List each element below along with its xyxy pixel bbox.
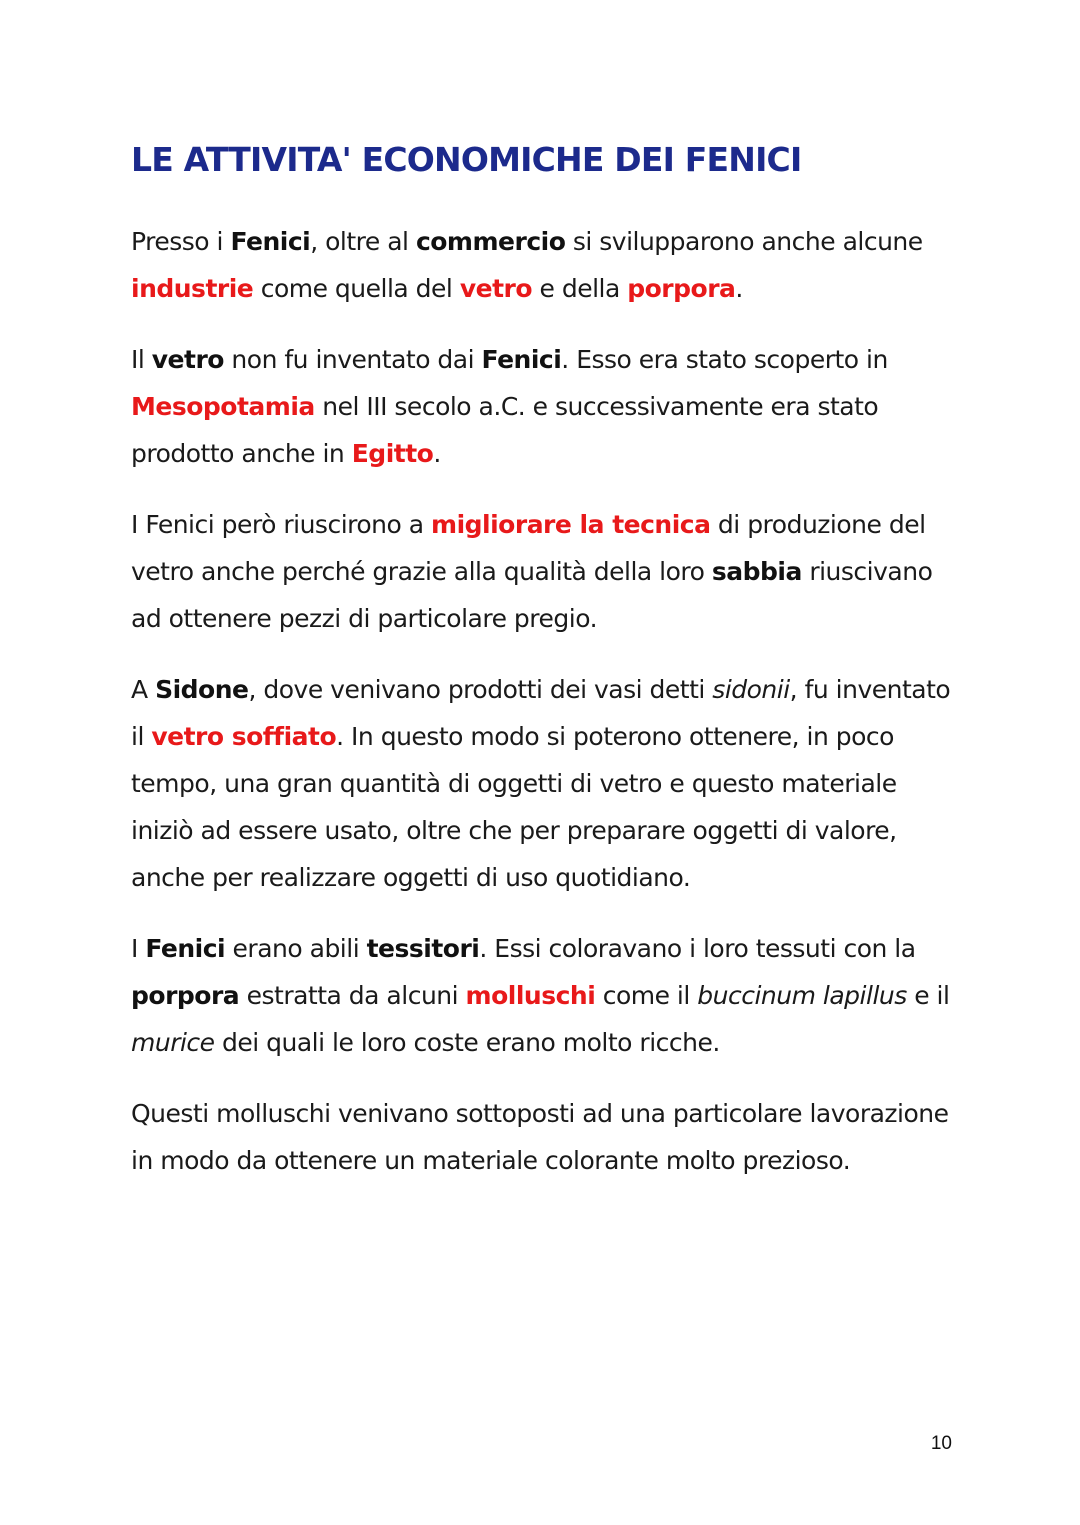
text-segment: . In questo modo si poterono ottenere, in poco tempo, una gran quantità di oggetti di vetro e questo materiale iniziò ad essere usato, oltre che per preparare oggetti di valore, anche per realizzare oggetti di uso quotidiano. [131,722,897,892]
italic-term: sidonii [712,675,790,704]
text-segment: , dove venivano prodotti dei vasi detti [248,675,713,704]
bold-term: Fenici [145,934,226,963]
text-segment: come quella del [253,274,460,303]
highlighted-term: Egitto [351,439,434,468]
text-segment: e il [906,981,950,1010]
paragraph [131,666,961,901]
bold-term: Fenici [230,227,311,256]
highlighted-term: vetro soffiato [151,722,337,751]
text-segment: di produzione del vetro anche perché grazie alla qualità della loro [131,510,926,586]
highlighted-term: porpora [627,274,736,303]
bold-term: vetro [151,345,224,374]
italic-term: buccinum lapillus [697,981,907,1010]
text-segment: Il [131,345,152,374]
text-segment: . [433,439,441,468]
bold-term: Sidone [155,675,249,704]
paragraph [131,218,961,312]
bold-term: porpora [131,981,240,1010]
highlighted-term: Mesopotamia [131,392,315,421]
text-segment: Questi molluschi venivano sottoposti ad una particolare lavorazione in modo da ottenere un materiale colorante molto prezioso. [131,1099,949,1175]
text-segment: . Esso era stato scoperto in [561,345,888,374]
bold-term: sabbia [711,557,802,586]
text-segment: Presso i [131,227,231,256]
italic-term: murice [131,1028,215,1057]
text-segment: erano abili [225,934,367,963]
text-segment: estratta da alcuni [239,981,466,1010]
bold-term: Fenici [481,345,562,374]
page-title: LE ATTIVITA' ECONOMICHE DEI FENICI [131,140,802,179]
text-segment: si svilupparono anche alcune [565,227,923,256]
text-segment: . [735,274,743,303]
text-segment: , oltre al [310,227,416,256]
paragraph [131,336,961,477]
body-text [131,218,961,1184]
text-segment: I [131,934,146,963]
text-segment: come il [595,981,698,1010]
text-segment: , fu inventato il [131,675,951,751]
paragraph [131,925,961,1066]
text-segment: A [131,675,156,704]
bold-term: tessitori [366,934,480,963]
highlighted-term: migliorare la tecnica [431,510,711,539]
page-number: 10 [930,1433,952,1454]
text-segment: nel III secolo a.C. e successivamente era stato prodotto anche in [131,392,879,468]
paragraph [131,501,961,642]
highlighted-term: industrie [131,274,254,303]
text-segment: riuscivano ad ottenere pezzi di particolare pregio. [131,557,933,633]
highlighted-term: vetro [459,274,533,303]
paragraph [131,1090,961,1184]
text-segment: e della [532,274,628,303]
text-segment: . Essi coloravano i loro tessuti con la [479,934,916,963]
text-segment: dei quali le loro coste erano molto ricche. [214,1028,720,1057]
highlighted-term: molluschi [465,981,596,1010]
bold-term: commercio [415,227,566,256]
text-segment: I Fenici però riuscirono a [131,510,432,539]
text-segment: non fu inventato dai [223,345,482,374]
document-page [131,140,961,1208]
